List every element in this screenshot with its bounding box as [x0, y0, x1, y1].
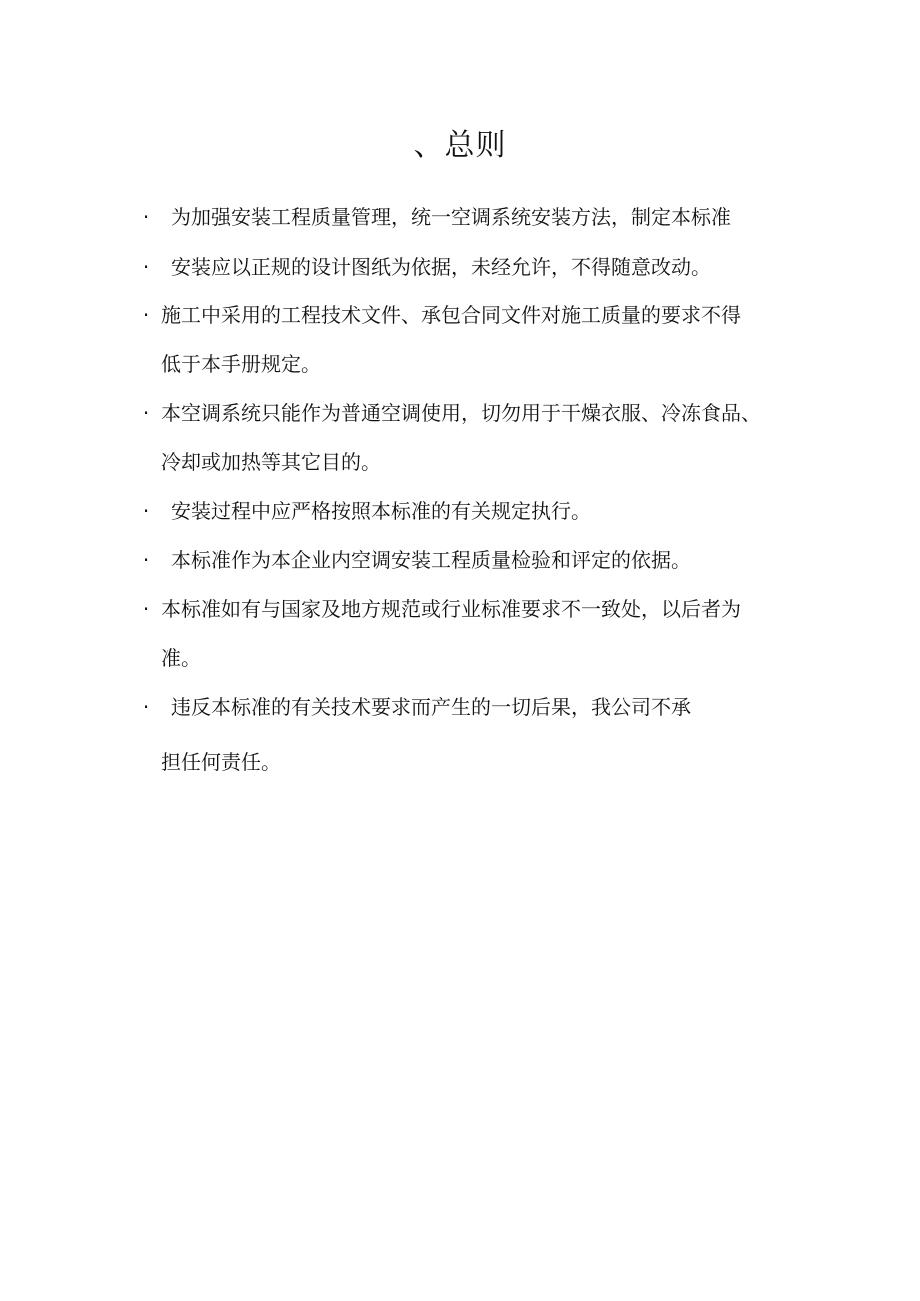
bullet-3: ·: [142, 303, 150, 327]
rule-8-line-1: 违反本标准的有关技术要求而产生的一切后果，我公司不承: [171, 695, 691, 719]
rule-4-line-2: 冷却或加热等其它目的。: [161, 450, 381, 474]
rule-1-line-1: 为加强安装工程质量管理，统一空调系统安装方法，制定本标准: [171, 205, 731, 229]
bullet-7: ·: [142, 597, 150, 621]
bullet-1: ·: [142, 205, 150, 229]
rule-5-line-1: 安装过程中应严格按照本标准的有关规定执行。: [171, 499, 591, 523]
rule-7-line-2: 准。: [161, 646, 201, 670]
bullet-6: ·: [142, 548, 150, 572]
rule-4-line-1: 本空调系统只能作为普通空调使用，切勿用于干燥衣服、冷冻食品、: [161, 401, 761, 425]
page-title: 、总则: [413, 128, 507, 163]
rule-7-line-1: 本标准如有与国家及地方规范或行业标准要求不一致处，以后者为: [161, 597, 741, 621]
bullet-5: ·: [142, 499, 150, 523]
bullet-8: ·: [142, 695, 150, 719]
bullet-4: ·: [142, 401, 150, 425]
rule-8-line-2: 担任何责任。: [161, 750, 281, 774]
rule-6-line-1: 本标准作为本企业内空调安装工程质量检验和评定的依据。: [171, 548, 691, 572]
bullet-2: ·: [142, 255, 150, 279]
rule-3-line-1: 施工中采用的工程技术文件、承包合同文件对施工质量的要求不得: [161, 303, 741, 327]
rule-2-line-1: 安装应以正规的设计图纸为依据，未经允许，不得随意改动。: [171, 255, 711, 279]
rule-3-line-2: 低于本手册规定。: [161, 352, 321, 376]
